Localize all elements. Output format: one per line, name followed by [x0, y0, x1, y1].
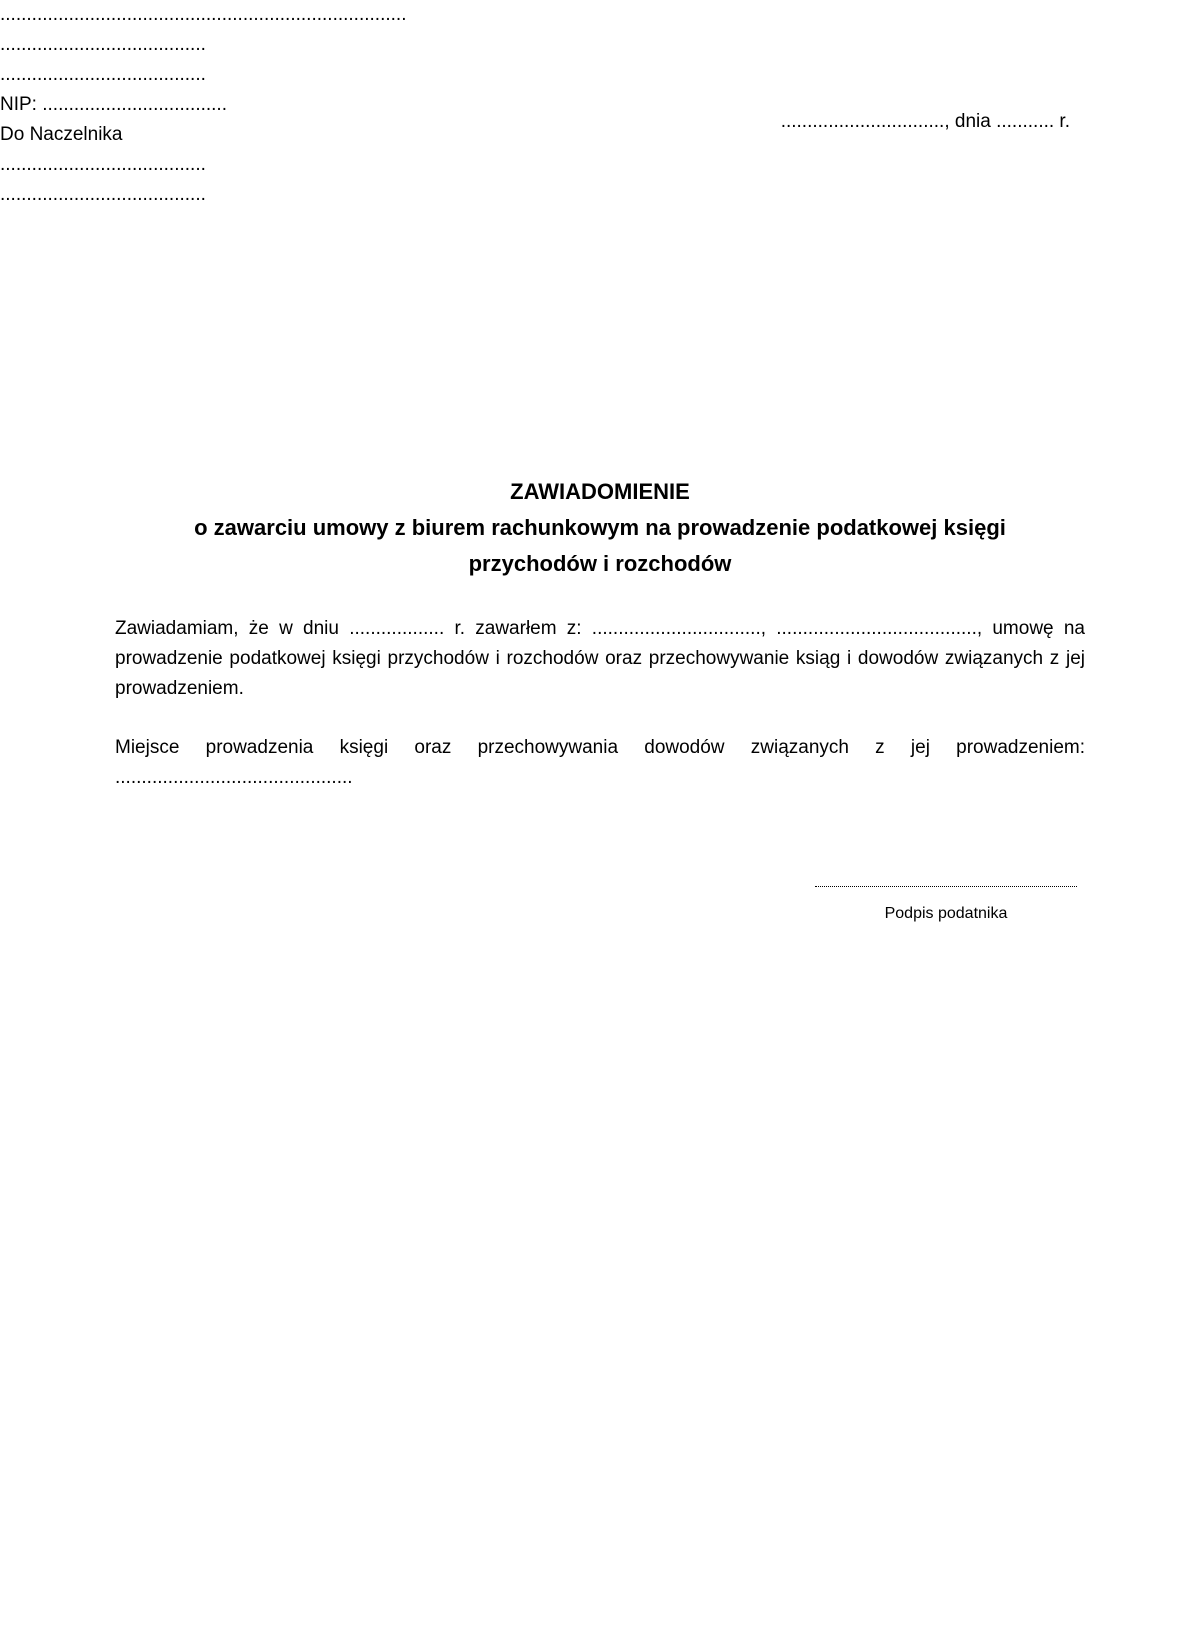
document-heading	[115, 474, 1085, 582]
signature-label: Podpis podatnika	[884, 905, 1008, 922]
recipient-title: Do Naczelnika	[0, 124, 123, 145]
sender-block	[0, 0, 1190, 120]
document-subtitle-line-1: o zawarciu umowy z biurem rachunkowym na prowadzenie podatkowej księgi	[194, 515, 1006, 540]
sender-name-line: .............................................................................	[0, 4, 407, 25]
document-title: ZAWIADOMIENIE	[510, 479, 690, 504]
signature-line	[815, 886, 1077, 887]
body-paragraph-2: Miejsce prowadzenia księgi oraz przechowywania dowodów związanych z jej prowadzeniem: .............................................	[115, 737, 1085, 788]
recipient-line-1: .......................................	[0, 154, 206, 175]
document-subtitle-line-2: przychodów i rozchodów	[468, 551, 732, 576]
place-and-date: ..............................., dnia ........... r.	[780, 111, 1070, 132]
sender-address-line-1: .......................................	[0, 34, 206, 55]
sender-address-line-2: .......................................	[0, 64, 206, 85]
sender-nip: NIP: ...................................	[0, 94, 227, 115]
recipient-line-2: .......................................	[0, 184, 206, 205]
body-paragraph-1: Zawiadamiam, że w dniu .................. r. zawarłem z: ................................, ......................................, umowę na prowadzenie podatkowej księgi przychodów i rozchodów oraz przechowywanie ksiąg i dowodów związanych z jej prowadzeniem.	[115, 618, 1085, 699]
